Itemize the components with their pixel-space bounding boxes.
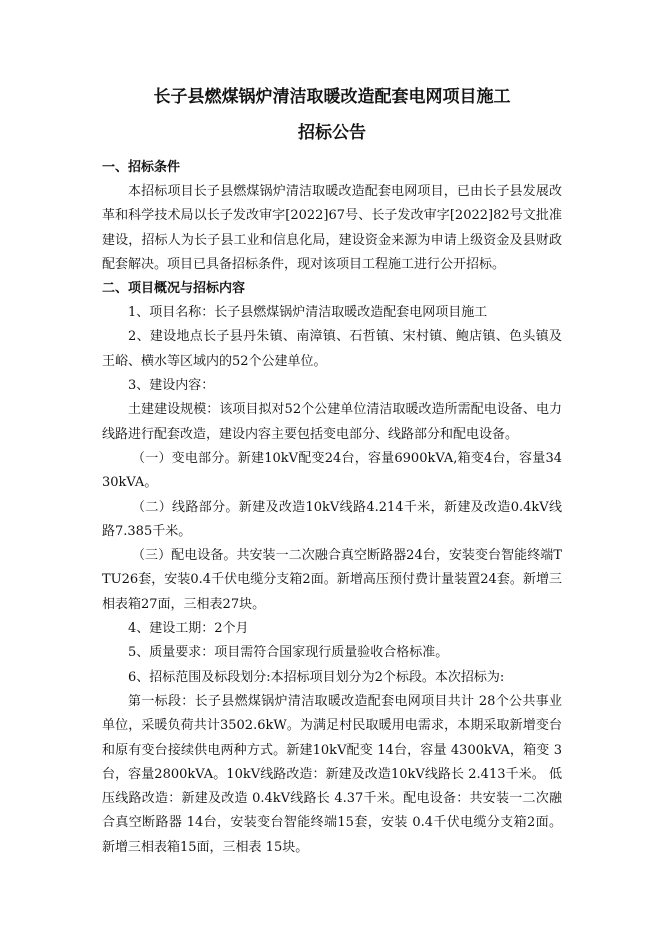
quality-requirement-item: 5、质量要求：项目需符合国家现行质量验收合格标准。 [128, 645, 449, 661]
construction-content-item: 3、建设内容： [128, 378, 215, 394]
bidding-scope-item: 6、招标范围及标段划分:本招标项目划分为2个标段。本次招标为: [128, 669, 505, 685]
project-name-item: 1、项目名称：长子县燃煤锅炉清洁取暖改造配套电网项目施工 [128, 305, 488, 321]
line-part-paragraph: （二）线路部分。新建及改造10kV线路4.214千米，新建及改造0.4kV线路7.385千米。 [102, 499, 562, 539]
document-title: 长子县燃煤锅炉清洁取暖改造配套电网项目施工 [153, 87, 511, 107]
bidding-conditions-paragraph: 本招标项目长子县燃煤锅炉清洁取暖改造配套电网项目，已由长子县发展改革和科学技术局以长子发改审字[2022]67号、长子发改审字[2022]82号文批准建设，招标人为长子县工业和信息化局，建设资金来源为申请上级资金及县财政配套解决。项目已具备招标条件，现对该项目工程施工进行公开招标。 [102, 184, 562, 272]
lot-one-paragraph: 第一标段：长子县燃煤锅炉清洁取暖改造配套电网项目共计 28个公共事业单位，采暖负荷共计3502.6kW。为满足村民取暖用电需求，本期采取新增变台和原有变台接续供电两种方式。新建10kV配变 14台，容量 4300kVA，箱变 3台，容量2800kVA。10kV线路改造：新建及改造10kV线路长 2.413千米。 低压线路改造：新建及改造 0.4kV线路长 4.37千米。配电设备：共安装一二次融合真空断路器 14台，安装变台智能终端15套，安装 0.4千伏电缆分支箱2面。新增三相表箱15面，三相表 15块。 [102, 693, 562, 855]
section-heading-bidding-conditions: 一、招标条件 [102, 160, 181, 175]
construction-location-item: 2、建设地点长子县丹朱镇、南漳镇、石哲镇、宋村镇、鲍店镇、色头镇及王峪、横水等区域内的52个公建单位。 [102, 329, 562, 369]
distribution-equipment-paragraph: （三）配电设备。共安装一二次融合真空断路器24台，安装变台智能终端TTU26套，安装0.4千伏电缆分支箱2面。新增高压预付费计量装置24套。新增三相表箱27面，三相表27块。 [102, 548, 562, 612]
substation-part-paragraph: （一）变电部分。新建10kV配变24台，容量6900kVA,箱变4台，容量3430kVA。 [102, 450, 562, 491]
section-heading-project-overview: 二、项目概况与招标内容 [102, 281, 246, 297]
construction-scale-paragraph: 土建建设规模：该项目拟对52个公建单位清洁取暖改造所需配电设备、电力线路进行配套改造，建设内容主要包括变电部分、线路部分和配电设备。 [102, 402, 562, 442]
document-page [102, 86, 562, 860]
construction-period-item: 4、建设工期：2个月 [128, 621, 249, 637]
document-subtitle: 招标公告 [298, 123, 366, 143]
